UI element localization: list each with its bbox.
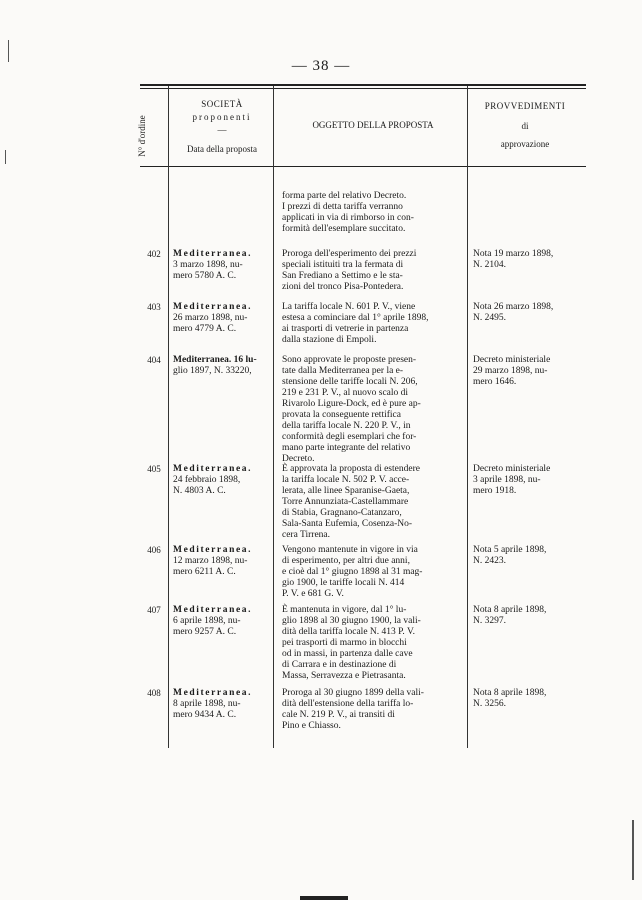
societa-cell [173,688,271,721]
scan-speck [632,820,634,880]
text-line: Torre Annunziata-Castellammare [282,497,409,507]
text-line: 219 e 231 P. V., al nuovo scalo di [282,388,409,398]
societa-name: Mediterranea. [173,545,253,555]
provvedimento-cell [473,355,575,388]
text-line: N. 2423. [473,556,506,566]
text-line: cale N. 219 P. V., ai transiti di [282,710,395,720]
text-line: provata la conseguente rettifica [282,410,401,420]
header-ordine: N° d'ordine [137,115,147,157]
societa-line: N. 4803 A. C. [173,486,226,496]
text-line: applicati in via di rimborso in con- [282,213,414,223]
text-line: pei trasporti di marmo in blocchi [282,638,407,648]
text-line: Proroga dell'esperimento dei prezzi [282,249,417,259]
societa-line: mero 9257 A. C. [173,627,237,637]
societa-cell [173,249,271,282]
text-line: La tariffa locale N. 601 P. V., viene [282,302,416,312]
text-line: ai trasporti di vetrerie in partenza [282,324,409,334]
row-number: 402 [147,249,161,259]
societa-line: mero 4779 A. C. [173,324,237,334]
text-line: Sala-Santa Eufemia, Cosenza-No- [282,519,413,529]
text-line: zioni del tronco Pisa-Pontedera. [282,282,404,292]
oggetto-cell [282,464,464,541]
text-line: N. 2104. [473,260,506,270]
oggetto-cell [282,545,464,600]
societa-cell [173,605,271,638]
scan-speck [5,150,6,164]
text-line: 29 marzo 1898, nu- [473,366,548,376]
text-line: formità dell'esemplare succitato. [282,224,406,234]
societa-cell [173,464,271,497]
text-line: od in massi, in partenza dalle cave [282,649,413,659]
societa-name: Mediterranea. [173,605,253,615]
header-societa-title: SOCIETÀ [201,99,243,109]
header-provvedimenti-title: PROVVEDIMENTI [484,101,566,111]
text-line: Pino e Chiasso. [282,721,341,731]
societa-line: mero 9434 A. C. [173,710,237,720]
societa-cell [173,545,271,578]
row-number: 405 [147,464,161,474]
header-di: di [521,121,529,131]
column-separator [467,86,468,748]
text-line: Decreto ministeriale [473,355,551,365]
row-number: 406 [147,545,161,555]
top-rule-thin [140,88,586,89]
text-line: 3 aprile 1898, nu- [473,475,541,485]
provvedimento-cell [473,464,575,497]
text-line: dità della tariffa locale N. 413 P. V. [282,627,415,637]
text-line: la tariffa locale N. 502 P. V. acce- [282,475,410,485]
societa-line: glio 1897, N. 33220, [173,366,252,376]
provvedimento-cell [473,605,575,627]
text-line: N. 3256. [473,699,506,709]
text-line: Massa, Serravezza e Pietrasanta. [282,671,406,681]
text-line: gio 1900, le tariffe locali N. 414 [282,578,405,588]
text-line: conformità degli esemplari che for- [282,432,417,442]
provvedimento-cell [473,545,575,567]
societa-line: mero 5780 A. C. [173,271,237,281]
text-line: Proroga al 30 giugno 1899 della vali- [282,688,424,698]
text-line: stensione delle tariffe locali N. 206, [282,377,418,387]
text-line: di esperimento, per altri due anni, [282,556,410,566]
row-number: 404 [147,355,161,365]
text-line: Nota 8 aprile 1898, [473,605,547,615]
header-proponenti: proponenti [192,112,252,122]
header-societa [173,98,271,156]
text-line: e cioè dal 1° giugno 1898 al 31 mag- [282,567,423,577]
continuation-text [282,191,464,235]
header-approvazione: approvazione [500,139,550,149]
societa-line: 8 aprile 1898, nu- [173,699,241,709]
text-line: cera Tirrena. [282,530,331,540]
oggetto-cell [282,355,464,465]
text-line: dità dell'estensione della tariffa lo- [282,699,414,709]
oggetto-cell [282,249,464,293]
text-line: tate dalla Mediterranea per la e- [282,366,404,376]
header-oggetto: OGGETTO DELLA PROPOSTA [312,120,434,130]
text-line: mano parte integrante del relativo [282,443,411,453]
text-line: Decreto ministeriale [473,464,551,474]
bottom-mark [300,896,348,900]
row-number: 403 [147,302,161,312]
text-line: P. V. e 681 G. V. [282,589,344,599]
page-number: — 38 — [291,58,351,74]
text-line: Sono approvate le proposte presen- [282,355,417,365]
societa-cell [173,355,271,377]
oggetto-cell [282,688,464,732]
text-line: di Stabia, Gragnano-Catanzaro, [282,508,402,518]
societa-name: Mediterranea. [173,249,253,259]
provvedimento-cell [473,688,575,710]
text-line: della tariffa locale N. 220 P. V., in [282,421,411,431]
column-separator [168,86,169,748]
text-line: forma parte del relativo Decreto. [282,191,407,201]
text-line: Nota 26 marzo 1898, [473,302,554,312]
text-line: dalla stazione di Empoli. [282,335,377,345]
header-data-proposta: Data della proposta [187,144,257,154]
text-line: Nota 5 aprile 1898, [473,545,547,555]
text-line: Decreto. [282,454,315,464]
societa-line: 6 aprile 1898, nu- [173,616,241,626]
text-line: N. 3297. [473,616,506,626]
oggetto-cell [282,605,464,682]
text-line: mero 1646. [473,377,517,387]
header-dash: — [217,125,227,135]
header-provvedimenti [470,100,580,151]
societa-name: Mediterranea. [173,688,253,698]
scan-speck [8,40,9,62]
societa-line: 12 marzo 1898, nu- [173,556,248,566]
text-line: N. 2495. [473,313,506,323]
header-rule [140,166,586,167]
provvedimento-cell [473,302,575,324]
text-line: estesa a cominciare dal 1° aprile 1898, [282,313,429,323]
text-line: mero 1918. [473,486,517,496]
provvedimento-cell [473,249,575,271]
societa-line: 26 marzo 1898, nu- [173,313,248,323]
societa-line: mero 6211 A. C. [173,567,236,577]
societa-name: Mediterranea. [173,302,253,312]
text-line: San Frediano a Settimo e le sta- [282,271,403,281]
column-separator [273,86,274,748]
text-line: È mantenuta in vigore, dal 1° lu- [282,605,407,615]
societa-line: 3 marzo 1898, nu- [173,260,243,270]
text-line: Nota 19 marzo 1898, [473,249,554,259]
text-line: speciali istituiti tra la fermata di [282,260,404,270]
text-line: lerata, alle linee Sparanise-Gaeta, [282,486,410,496]
top-rule [140,84,586,86]
row-number: 408 [147,688,161,698]
text-line: I prezzi di detta tariffa verranno [282,202,403,212]
text-line: Vengono mantenute in vigore in via [282,545,418,555]
oggetto-cell [282,302,464,346]
text-line: Rivarolo Ligure-Dock, ed è pure ap- [282,399,421,409]
societa-line: 24 febbraio 1898, [173,475,241,485]
societa-name: Mediterranea. [173,464,253,474]
row-number: 407 [147,605,161,615]
text-line: di Carrara e in destinazione di [282,660,397,670]
text-line: È approvata la proposta di estendere [282,464,420,474]
text-line: glio 1898 al 30 giugno 1900, la vali- [282,616,421,626]
text-line: Nota 8 aprile 1898, [473,688,547,698]
societa-name: Mediterranea. 16 lu- [173,355,257,365]
societa-cell [173,302,271,335]
